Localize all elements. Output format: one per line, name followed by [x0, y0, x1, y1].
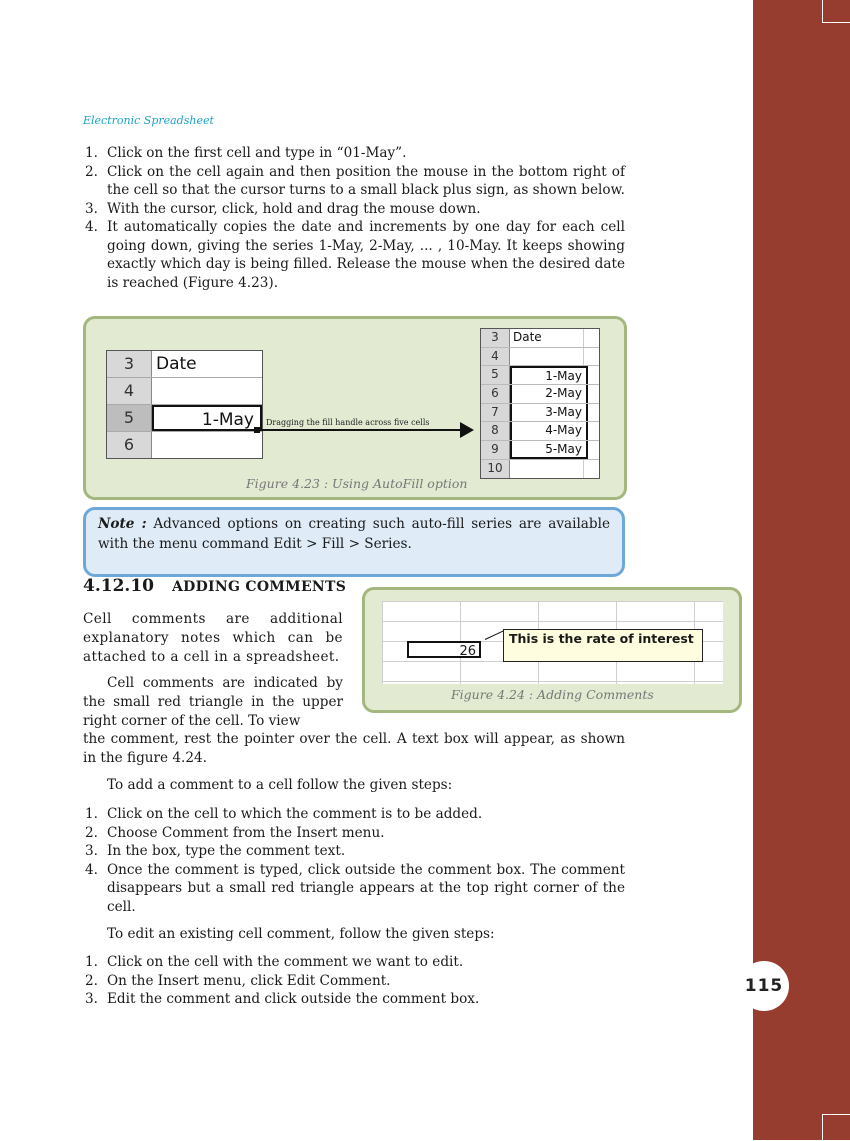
- cell: 5-May: [510, 441, 588, 459]
- cell: 4-May: [510, 422, 588, 440]
- figure-autofill: [83, 316, 627, 500]
- paragraph: To add a comment to a cell follow the given steps:: [107, 777, 453, 793]
- row-header: 6: [107, 432, 152, 458]
- section-title: ADDING COMMENTS: [172, 579, 347, 595]
- figure-caption: Figure 4.24 : Adding Comments: [451, 687, 654, 702]
- cell: 3-May: [510, 404, 588, 422]
- row-header: 10: [481, 460, 510, 478]
- row-header: 5: [481, 366, 510, 384]
- active-cell: 1-May: [152, 405, 262, 431]
- row-header: 4: [481, 348, 510, 366]
- cell: [510, 348, 584, 366]
- fill-handle-icon: [254, 427, 260, 433]
- autofill-steps-list: [83, 144, 625, 292]
- row-header: 3: [481, 329, 510, 347]
- cell: 1-May: [510, 366, 588, 384]
- cell: [510, 460, 584, 478]
- cell: [152, 432, 262, 458]
- list-item: 2. On the Insert menu, click Edit Comment.: [85, 972, 391, 989]
- cell: Date: [156, 354, 197, 374]
- crop-mark-top: [822, 0, 850, 23]
- running-head: Electronic Spreadsheet: [83, 114, 214, 127]
- note-text: Advanced options on creating such auto-fill series are available with the menu command Edit > Fill > Series.: [98, 516, 610, 552]
- list-item: 3. Edit the comment and click outside the comment box.: [85, 991, 480, 1007]
- section-number: 4.12.10: [83, 576, 154, 596]
- paragraph: Cell comments are additional explanatory notes which can be attached to a cell in a spreadsheet.: [83, 611, 343, 665]
- row-header: 7: [481, 404, 510, 422]
- add-comment-steps-list: [83, 805, 625, 916]
- commented-cell: 26: [407, 641, 481, 658]
- arrow-label: Dragging the fill handle across five cells: [266, 418, 430, 427]
- row-header: 9: [481, 441, 510, 459]
- note-label: Note :: [98, 516, 147, 532]
- row-header: 3: [107, 351, 152, 377]
- list-item: 1. Click on the first cell and type in “01-May”.: [85, 145, 407, 161]
- drag-arrow: [262, 429, 462, 431]
- cell: 2-May: [510, 385, 588, 403]
- list-item: 1. Click on the cell with the comment we want to edit.: [85, 954, 464, 970]
- paragraph: the comment, rest the pointer over the cell. A text box will appear, as shown in the figure 4.24.: [83, 731, 625, 766]
- row-header: 8: [481, 422, 510, 440]
- row-header: 4: [107, 378, 152, 404]
- cell: [152, 378, 262, 404]
- list-item: 3. With the cursor, click, hold and drag the mouse down.: [85, 200, 481, 217]
- list-item: 4. It automatically copies the date and increments by one day for each cell going down, giving the series 1-May, 2-May, ... , 10-May. It keeps showing exactly which day is being filled. Release the mouse when the desired date is reached (Figure 4.23).: [85, 219, 625, 291]
- list-item: 4. Once the comment is typed, click outside the comment box. The comment disappears but a small red triangle appears at the top right corner of the cell.: [85, 861, 625, 915]
- cell: Date: [510, 329, 584, 347]
- note-box: [83, 507, 625, 577]
- list-item: 3. In the box, type the comment text.: [85, 843, 346, 859]
- row-header: 6: [481, 385, 510, 403]
- figure-comment: [362, 587, 742, 713]
- edit-comment-steps-list: [83, 953, 625, 1009]
- list-item: 2. Choose Comment from the Insert menu.: [85, 824, 385, 841]
- list-item: 1. Click on the cell to which the comment is to be added.: [85, 806, 483, 822]
- paragraph: Cell comments are indicated by the small red triangle in the upper right corner of the cell. To view: [83, 675, 343, 729]
- row-header: 5: [107, 405, 152, 431]
- figure-caption: Figure 4.23 : Using AutoFill option: [246, 476, 468, 491]
- comment-box: This is the rate of interest: [503, 629, 703, 662]
- spreadsheet-after: [480, 328, 600, 479]
- arrow-head-icon: [460, 422, 474, 438]
- page-number: 115: [739, 961, 789, 1011]
- crop-mark-bottom: [822, 1114, 850, 1141]
- spreadsheet-before: [106, 350, 263, 459]
- paragraph: To edit an existing cell comment, follow the given steps:: [107, 926, 495, 942]
- list-item: 2. Click on the cell again and then position the mouse in the bottom right of the cell so that the cursor turns to a small black plus sign, as shown below.: [85, 163, 625, 198]
